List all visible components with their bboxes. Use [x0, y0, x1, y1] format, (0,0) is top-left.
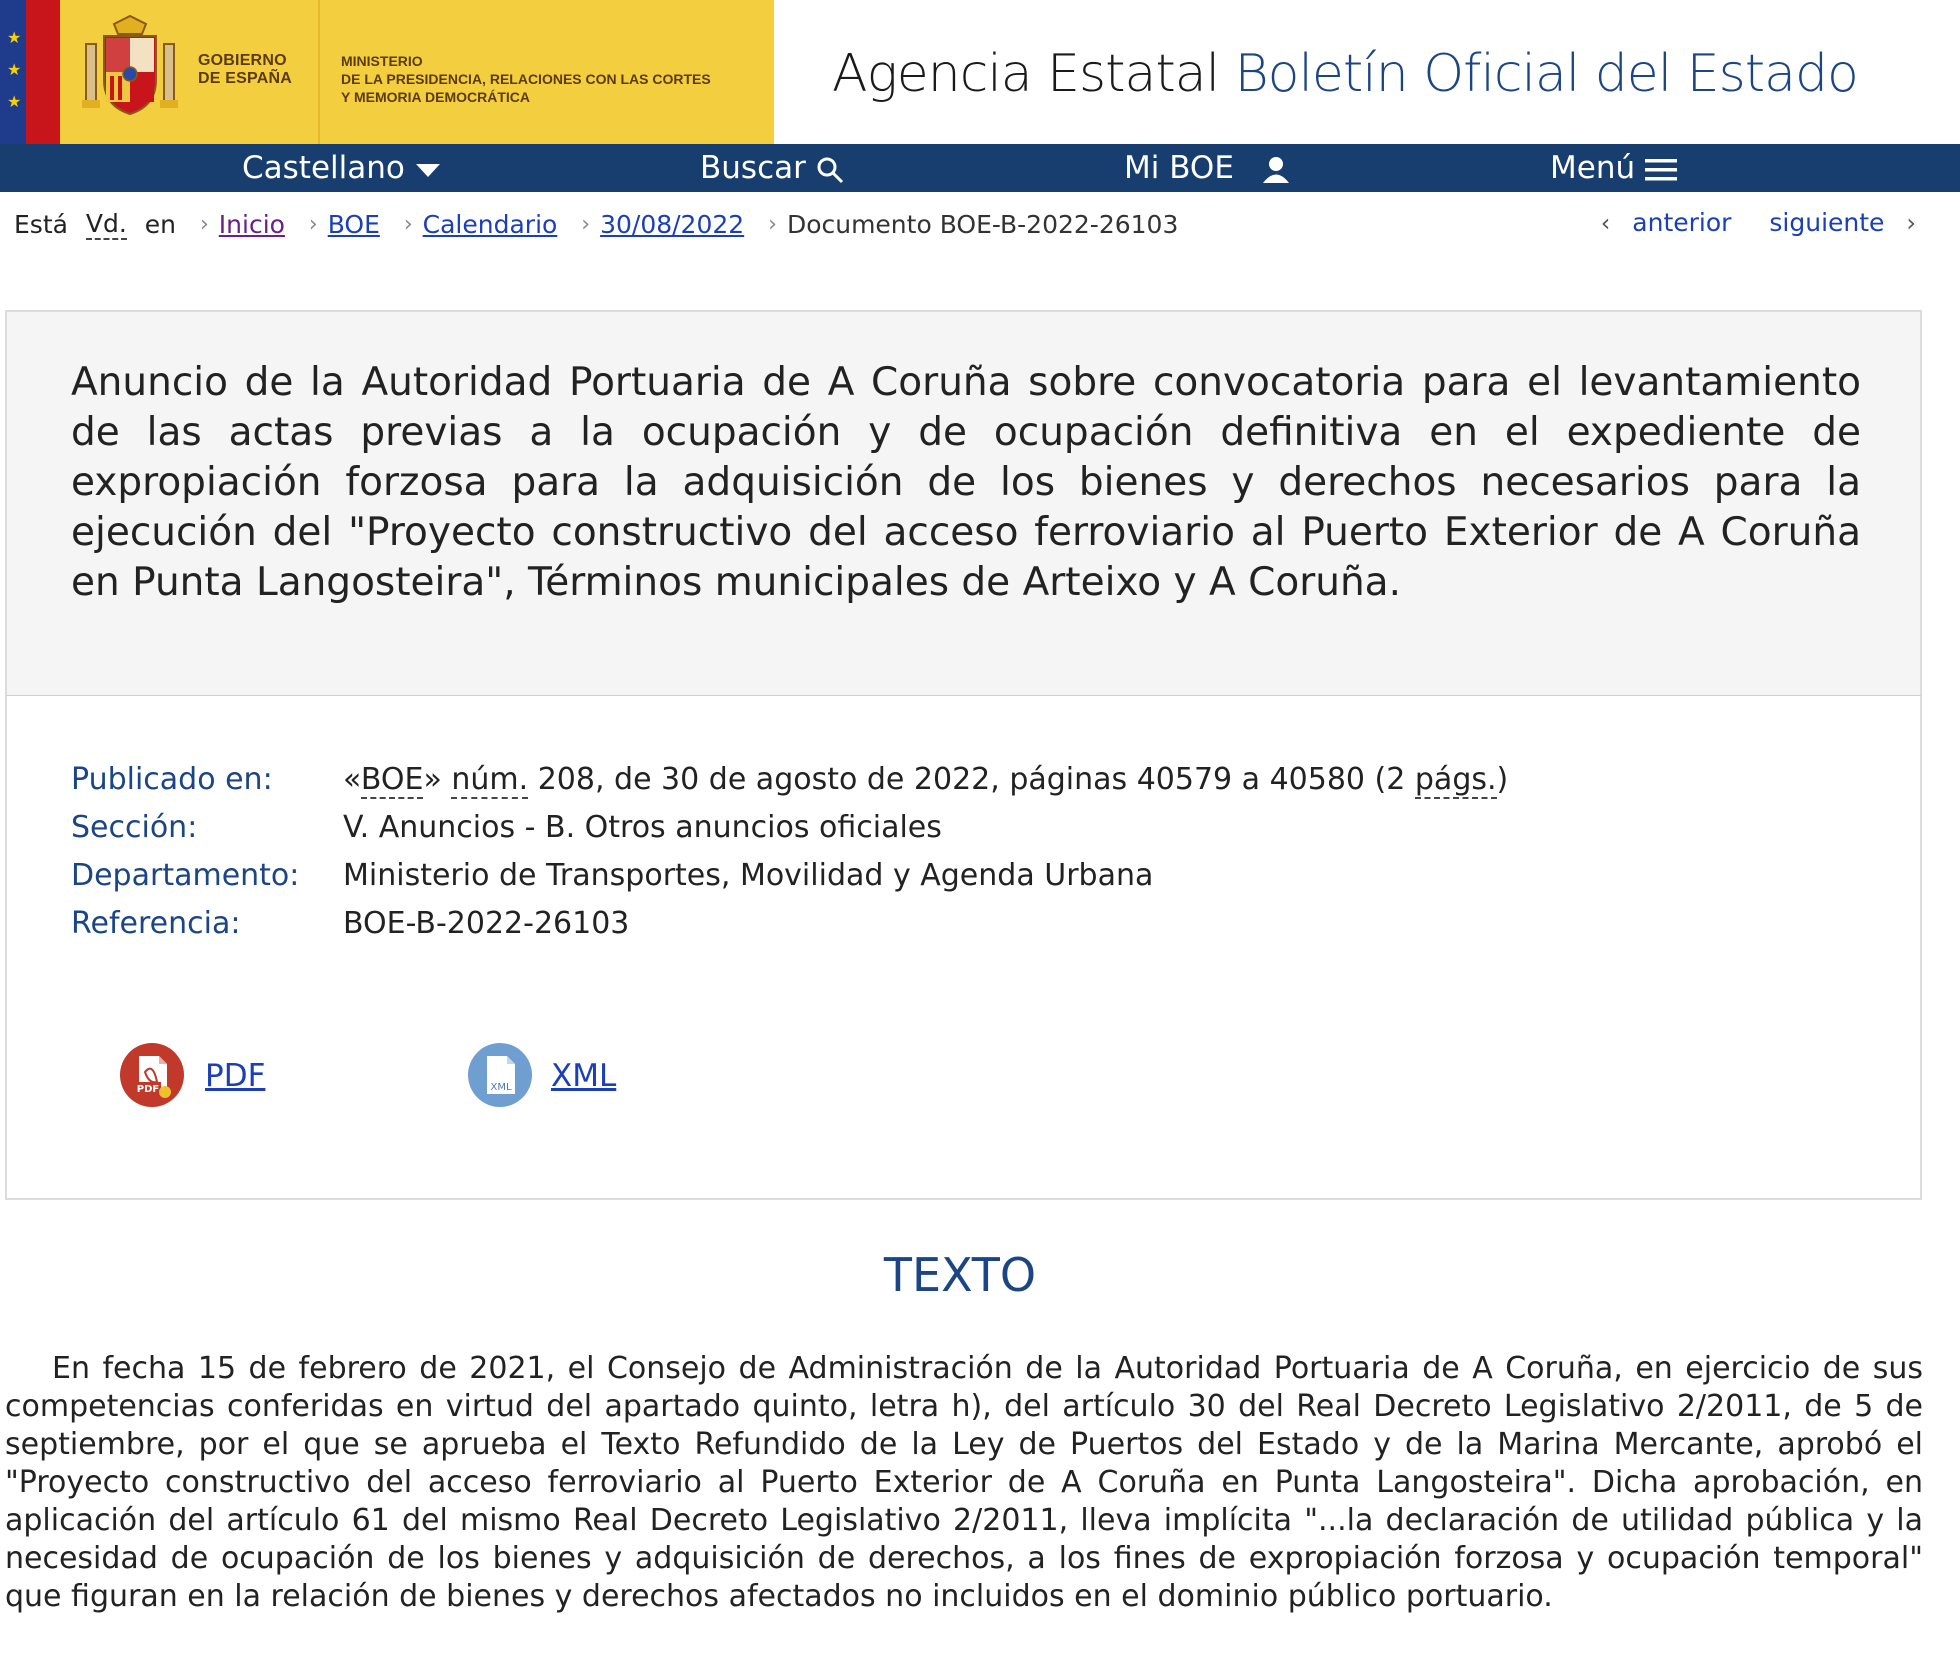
- breadcrumb-link-date[interactable]: 30/08/2022: [600, 209, 745, 239]
- svg-text:XML: XML: [490, 1082, 512, 1093]
- department-value: Ministerio de Transportes, Movilidad y Agenda Urbana: [343, 858, 1154, 893]
- chevron-right-icon: ›: [308, 211, 318, 237]
- abbreviation-boe: BOE: [360, 762, 424, 797]
- reference-row: [71, 904, 629, 944]
- chevron-left-icon: ‹: [1600, 209, 1611, 237]
- search-button[interactable]: Buscar: [700, 144, 844, 192]
- search-icon: [816, 156, 844, 184]
- body-paragraph: En fecha 15 de febrero de 2021, el Consejo de Administración de la Autoridad Portuaria de A Coruña, en ejercicio de sus competencias conferidas en virtud del apartado quinto, letra h), del artículo 30 del Real Decreto Legislativo 2/2011, de 5 de septiembre, por el que se aprueba el Texto Refundido de la Ley de Puertos del Estado y de la Marina Mercante, aprobó el "Proyecto constructivo del acceso ferroviario al Puerto Exterior de A Coruña en Punta Langosteira". Dicha aprobación, en aplicación del artículo 61 del mismo Real Decreto Legislativo 2/2011, lleva implícita "...la declaración de utilidad pública y la necesidad de ocupación de los bienes y adquisición de derechos, a los fines de expropiación forzosa y ocupación temporal" que figuran en la relación de bienes y derechos afectados no incluidos en el dominio público portuario.: [5, 1351, 1923, 1614]
- department-row: [71, 856, 1153, 896]
- section-value: V. Anuncios - B. Otros anuncios oficiales: [343, 810, 942, 845]
- site-header: [0, 0, 1960, 144]
- caret-down-icon: [415, 162, 441, 178]
- published-label: Publicado en:: [71, 762, 273, 797]
- section-label: Sección:: [71, 810, 198, 845]
- department-label: Departamento:: [71, 858, 300, 893]
- published-row: [71, 760, 1508, 800]
- agency-title[interactable]: Agencia Estatal Boletín Oficial del Estado: [832, 44, 1858, 104]
- main-navbar: [0, 144, 1960, 192]
- svg-text:PDF: PDF: [136, 1084, 160, 1095]
- texto-heading: TEXTO: [883, 1248, 1037, 1302]
- chevron-right-icon: ›: [768, 211, 777, 237]
- abbreviation-vd: Vd.: [85, 208, 127, 238]
- star-icon: ★: [7, 92, 22, 111]
- ministry-name: MINISTERIO DE LA PRESIDENCIA, RELACIONES CON LAS CORTES Y MEMORIA DEMOCRÁTICA: [341, 53, 711, 105]
- eu-flag-strip: [0, 0, 26, 144]
- document-pager: [1601, 208, 1916, 237]
- chevron-right-icon: ›: [1906, 209, 1916, 237]
- coat-of-arms-icon: [80, 14, 180, 120]
- reference-value: BOE-B-2022-26103: [343, 906, 630, 941]
- breadcrumb-current: Documento BOE-B-2022-26103: [786, 209, 1179, 239]
- document-title: Anuncio de la Autoridad Portuaria de A Coruña sobre convocatoria para el levantamiento de las actas previas a la ocupación y de ocupación definitiva en el expediente de expropiación forzosa para la adquisición de los bienes y derechos necesarios para la ejecución del "Proyecto constructivo del acceso ferroviario al Puerto Exterior de A Coruña en Punta Langosteira", Términos municipales de Arteixo y A Coruña.: [71, 360, 1861, 605]
- chevron-right-icon: ›: [199, 211, 209, 237]
- published-value: «BOE» núm. 208, de 30 de agosto de 2022, páginas 40579 a 40580 (2 págs.): [343, 762, 1509, 797]
- spain-flag-strip: [26, 0, 60, 144]
- xml-download[interactable]: [467, 1042, 667, 1110]
- chevron-right-icon: ›: [403, 211, 413, 237]
- pdf-link[interactable]: PDF: [205, 1058, 266, 1094]
- breadcrumb-link-calendario[interactable]: Calendario: [422, 209, 558, 239]
- pdf-download[interactable]: [119, 1042, 319, 1110]
- government-banner[interactable]: [0, 0, 774, 144]
- star-icon: ★: [7, 28, 22, 47]
- breadcrumb-link-inicio[interactable]: Inicio: [218, 209, 285, 239]
- my-boe-button[interactable]: Mi BOE: [1124, 144, 1292, 192]
- xml-file-icon: [467, 1042, 533, 1108]
- abbreviation-num: núm.: [451, 762, 529, 797]
- language-selector[interactable]: Castellano: [242, 144, 441, 192]
- user-icon: [1260, 156, 1292, 184]
- breadcrumb-link-boe[interactable]: BOE: [327, 209, 380, 239]
- pdf-file-icon: [119, 1042, 185, 1108]
- breadcrumb: Está Vd. en › Inicio › BOE › Calendario › 30/08/2022 › Documento BOE-B-2022-26103: [14, 208, 1179, 239]
- section-row: [71, 808, 942, 848]
- menu-button[interactable]: Menú: [1550, 144, 1677, 192]
- document-title-box: [5, 310, 1922, 696]
- xml-link[interactable]: XML: [551, 1058, 617, 1094]
- abbreviation-pags: págs.: [1414, 762, 1497, 797]
- star-icon: ★: [7, 60, 22, 79]
- hamburger-icon: [1645, 158, 1677, 182]
- next-link[interactable]: siguiente: [1769, 208, 1885, 237]
- government-name: GOBIERNO DE ESPAÑA: [198, 52, 292, 87]
- chevron-right-icon: ›: [581, 211, 591, 237]
- banner-divider: [318, 0, 320, 144]
- previous-link[interactable]: anterior: [1632, 208, 1732, 237]
- document-metadata: [5, 696, 1922, 1200]
- reference-label: Referencia:: [71, 906, 241, 941]
